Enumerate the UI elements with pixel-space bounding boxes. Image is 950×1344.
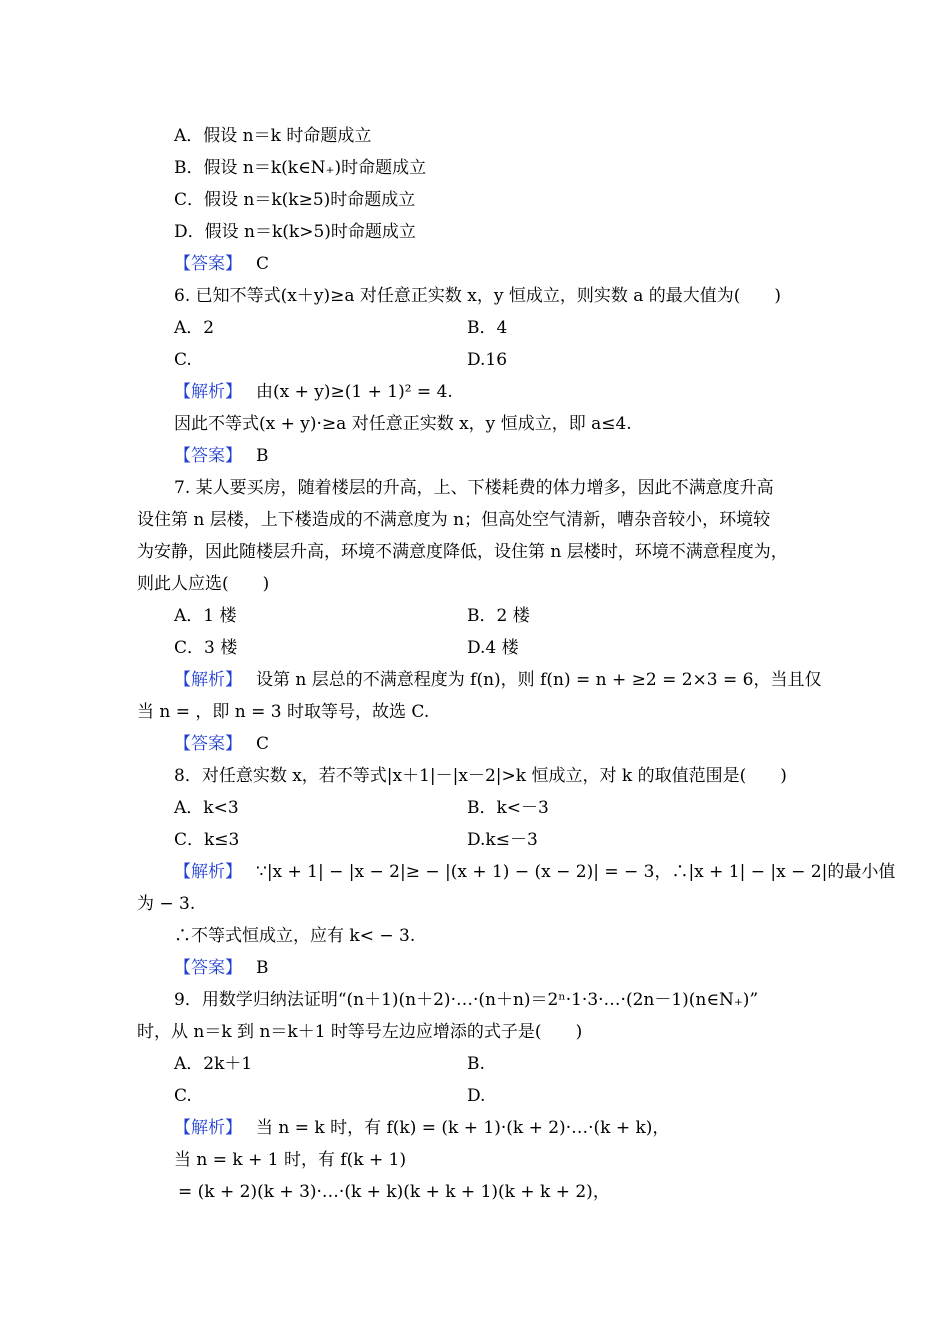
- q8-option-d: D.k≤－3: [467, 830, 538, 850]
- q5-option-b: B．假设 n＝k(k∈N₊)时命题成立: [174, 158, 427, 178]
- analysis-tag: 【解析】: [174, 670, 242, 690]
- q7-stem-line-4: 则此人应选( ): [137, 574, 270, 594]
- q5-answer: [174, 252, 269, 276]
- q5-option-c: C．假设 n＝k(k≥5)时命题成立: [174, 190, 416, 210]
- answer-tag: 【答案】: [174, 446, 242, 466]
- q9-option-d: D.: [467, 1086, 486, 1106]
- q7-answer-value: C: [256, 734, 270, 754]
- q8-answer: [174, 956, 269, 980]
- q5-answer-value: C: [256, 254, 270, 274]
- q9-analysis-line-3: = (k + 2)(k + 3)·…·(k + k)(k + k + 1)(k + k + 2)，: [178, 1182, 610, 1202]
- q9-analysis-line-2: 当 n = k + 1 时，有 f(k + 1): [174, 1150, 407, 1170]
- q8-option-b: B．k<－3: [467, 798, 549, 818]
- q9-analysis-text-1: 当 n = k 时，有 f(k) = (k + 1)·(k + 2)·…·(k + k)，: [256, 1118, 670, 1138]
- q8-analysis-text-1: ∵|x + 1| − |x − 2|≥ − |(x + 1) − (x − 2)| = − 3，∴|x + 1| − |x − 2|的最小值: [256, 862, 896, 882]
- q9-stem-line-2: 时，从 n＝k 到 n＝k＋1 时等号左边应增添的式子是( ): [137, 1022, 583, 1042]
- q6-answer: [174, 444, 269, 468]
- q6-answer-value: B: [256, 446, 269, 466]
- q7-analysis-text-1: 设第 n 层总的不满意程度为 f(n)，则 f(n) = n + ≥2 = 2×3 = 6，当且仅: [256, 670, 822, 690]
- q8-analysis-line-2: 为 − 3.: [137, 894, 196, 914]
- answer-tag: 【答案】: [174, 958, 242, 978]
- analysis-tag: 【解析】: [174, 1118, 242, 1138]
- answer-tag: 【答案】: [174, 254, 242, 274]
- q7-analysis-line-2: 当 n = ，即 n = 3 时取等号，故选 C.: [137, 702, 430, 722]
- q8-analysis-line-1: [174, 860, 895, 884]
- q6-option-c: C.: [174, 350, 192, 370]
- q7-stem-line-3: 为安静，因此随楼层升高，环境不满意度降低，设住第 n 层楼时，环境不满意程度为，: [137, 542, 788, 562]
- q9-analysis-line-1: [174, 1116, 669, 1140]
- q8-answer-value: B: [256, 958, 269, 978]
- q7-stem-line-1: 7. 某人要买房，随着楼层的升高，上、下楼耗费的体力增多，因此不满意度升高: [174, 478, 774, 498]
- answer-tag: 【答案】: [174, 734, 242, 754]
- q8-stem: 8．对任意实数 x，若不等式|x＋1|－|x－2|>k 恒成立，对 k 的取值范围是( ): [174, 766, 787, 786]
- analysis-tag: 【解析】: [174, 862, 242, 882]
- q6-stem: 6. 已知不等式(x＋y)≥a 对任意正实数 x，y 恒成立，则实数 a 的最大值为( ): [174, 286, 782, 306]
- q7-stem-line-2: 设住第 n 层楼，上下楼造成的不满意度为 n；但高处空气清新，嘈杂音较小，环境较: [137, 510, 771, 530]
- q9-option-b: B.: [467, 1054, 485, 1074]
- q9-stem-line-1: 9．用数学归纳法证明“(n＋1)(n＋2)·…·(n＋n)＝2ⁿ·1·3·…·(2n－1)(n∈N₊)”: [174, 990, 759, 1010]
- q6-analysis-text-1: 由(x + y)≥(1 + 1)² = 4.: [256, 382, 453, 402]
- q7-option-a: A．1 楼: [174, 606, 237, 626]
- q6-option-b: B．4: [467, 318, 508, 338]
- q7-option-c: C．3 楼: [174, 638, 238, 658]
- q5-option-a: A．假设 n＝k 时命题成立: [174, 126, 372, 146]
- q8-option-a: A．k<3: [174, 798, 239, 818]
- q7-option-d: D.4 楼: [467, 638, 519, 658]
- q9-option-c: C.: [174, 1086, 192, 1106]
- q7-option-b: B．2 楼: [467, 606, 530, 626]
- q5-option-d: D．假设 n＝k(k>5)时命题成立: [174, 222, 416, 242]
- q9-option-a: A．2k＋1: [174, 1054, 253, 1074]
- q7-analysis-line-1: [174, 668, 821, 692]
- q8-analysis-line-3: ∴不等式恒成立，应有 k< − 3.: [174, 926, 416, 946]
- q7-answer: [174, 732, 269, 756]
- q6-analysis-line-2: 因此不等式(x + y)·≥a 对任意正实数 x，y 恒成立，即 a≤4.: [174, 414, 632, 434]
- analysis-tag: 【解析】: [174, 382, 242, 402]
- q6-option-a: A．2: [174, 318, 215, 338]
- q8-option-c: C．k≤3: [174, 830, 240, 850]
- q6-option-d: D.16: [467, 350, 508, 370]
- q6-analysis-line-1: [174, 380, 453, 404]
